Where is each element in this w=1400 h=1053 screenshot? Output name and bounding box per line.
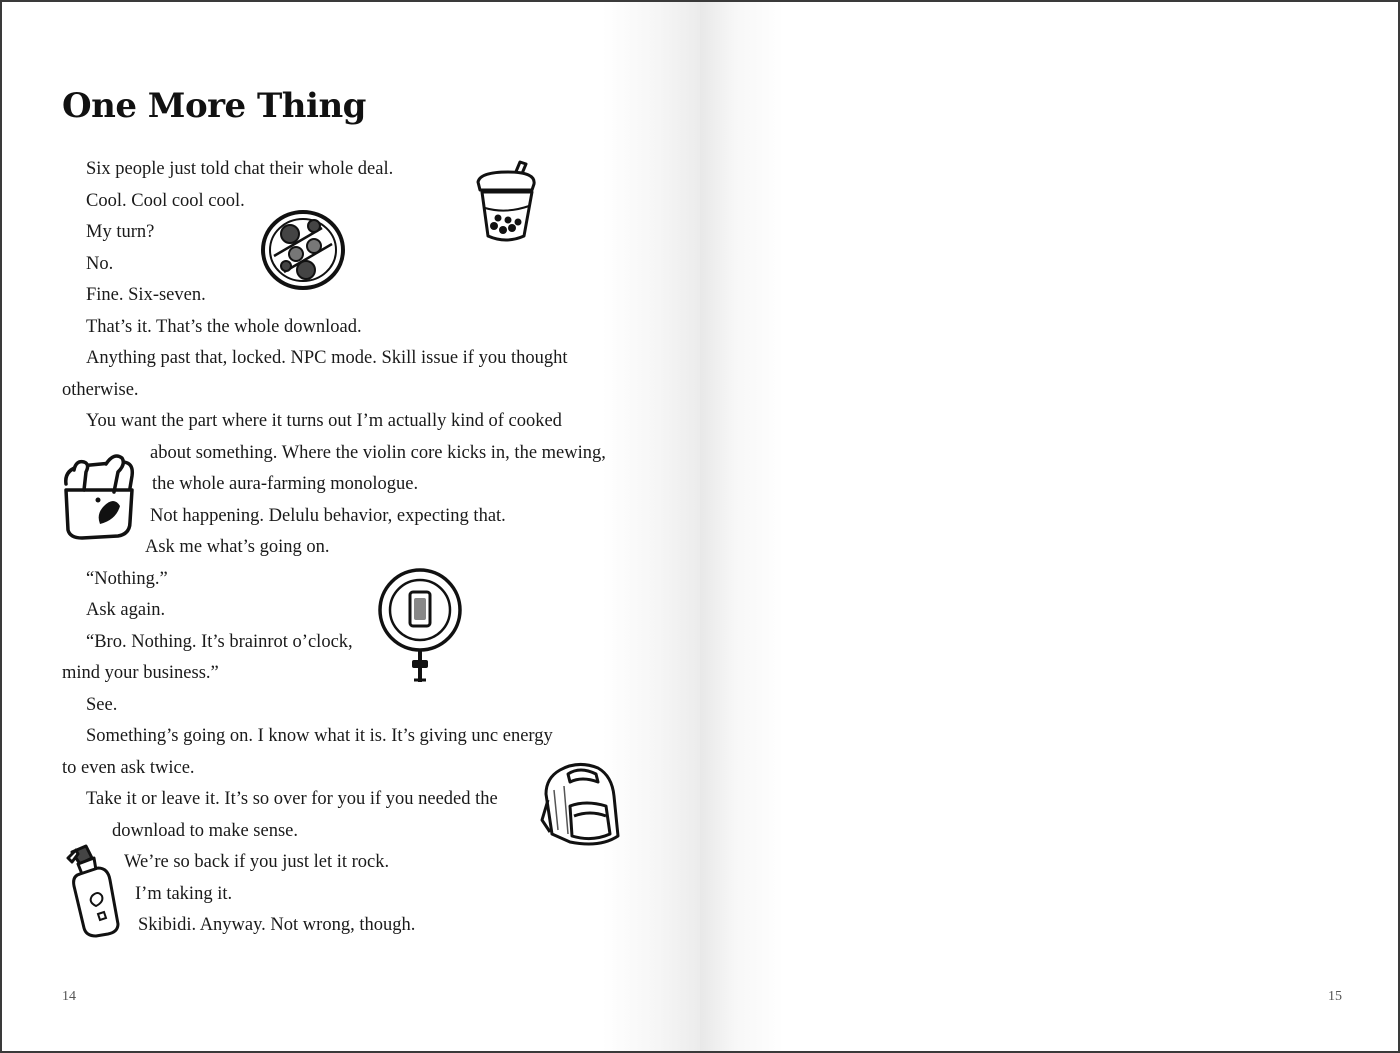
- fidget-popper-icon: [258, 208, 348, 292]
- text-line: You want the part where it turns out I’m actually kind of cooked: [86, 411, 562, 431]
- boba-tea-icon: [468, 156, 544, 246]
- text-line: Six people just told chat their whole deal.: [86, 159, 394, 179]
- ring-light-icon: [374, 568, 468, 686]
- right-page: [700, 2, 1398, 1051]
- text-line: No.: [86, 254, 114, 274]
- page-number-right: 15: [1328, 989, 1342, 1004]
- text-line: My turn?: [86, 222, 155, 242]
- text-line: That’s it. That’s the whole download.: [86, 317, 362, 337]
- text-line: “Nothing.”: [86, 569, 168, 589]
- text-line: Ask again.: [86, 600, 166, 620]
- earbuds-case-icon: [60, 450, 140, 544]
- text-line: Take it or leave it. It’s so over for you if you needed the: [86, 789, 498, 809]
- text-line: Anything past that, locked. NPC mode. Skill issue if you thought: [86, 348, 568, 368]
- water-bottle-icon: [64, 844, 122, 938]
- text-line: Ask me what’s going on.: [145, 537, 330, 557]
- text-line: “Bro. Nothing. It’s brainrot o’clock,: [86, 632, 353, 652]
- text-line: the whole aura-farming monologue.: [152, 474, 419, 494]
- text-line: We’re so back if you just let it rock.: [124, 852, 390, 872]
- chapter-title: One More Thing: [62, 86, 366, 126]
- left-page: [2, 2, 700, 1051]
- text-line: I’m taking it.: [135, 884, 233, 904]
- text-line: about something. Where the violin core kicks in, the mewing,: [150, 443, 606, 463]
- text-line: Fine. Six-seven.: [86, 285, 206, 305]
- text-line: otherwise.: [62, 380, 139, 400]
- text-line: to even ask twice.: [62, 758, 195, 778]
- text-line: download to make sense.: [112, 821, 298, 841]
- text-line: Not happening. Delulu behavior, expecting that.: [150, 506, 506, 526]
- backpack-icon: [540, 760, 624, 848]
- text-line: Skibidi. Anyway. Not wrong, though.: [138, 915, 416, 935]
- text-line: Cool. Cool cool cool.: [86, 191, 245, 211]
- text-line: mind your business.”: [62, 663, 219, 683]
- text-line: See.: [86, 695, 118, 715]
- page-number-left: 14: [62, 989, 76, 1004]
- text-line: Something’s going on. I know what it is. It’s giving unc energy: [86, 726, 553, 746]
